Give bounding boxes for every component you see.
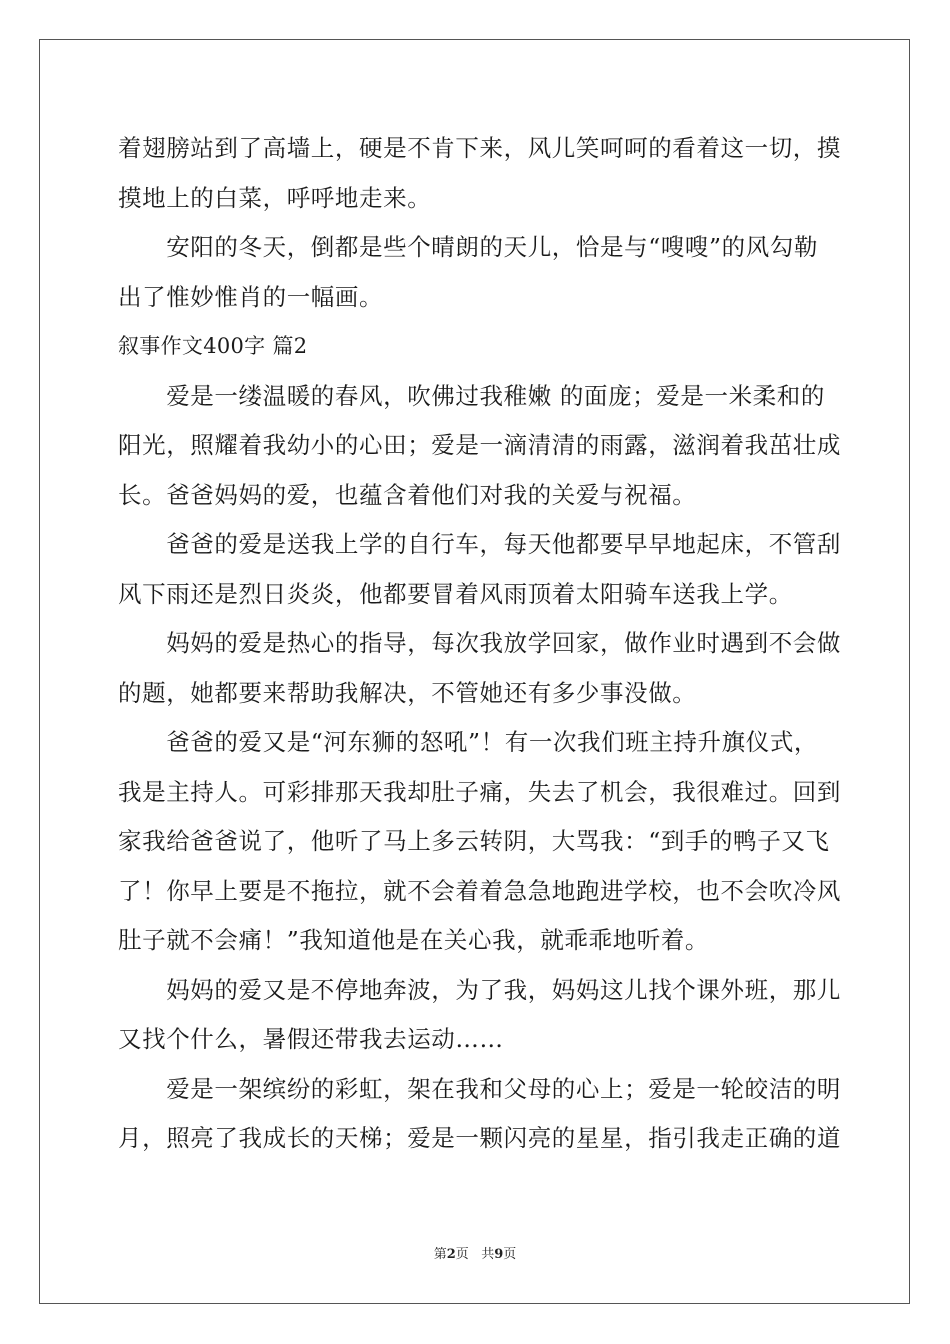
text-line: 了！你早上要是不拖拉，就不会着着急急地跑进学校，也不会吹冷风 — [118, 876, 841, 905]
text-line: 安阳的冬天，倒都是些个晴朗的天儿，恰是与“嗖嗖”的风勾勒 — [118, 233, 819, 261]
text-line: 的题，她都要来帮助我解决，不管她还有多少事没做。 — [118, 678, 697, 707]
text-line: 爸爸的爱是送我上学的自行车，每天他都要早早地起床，不管刮 — [118, 530, 841, 558]
text-line: 爱是一架缤纷的彩虹，架在我和父母的心上；爱是一轮皎洁的明 — [118, 1074, 841, 1103]
text-line: 风下雨还是烈日炎炎，他都要冒着风雨顶着太阳骑车送我上学。 — [118, 579, 793, 608]
text-line: 爱是一缕温暖的春风，吹佛过我稚嫩 的面庞；爱是一米柔和的 — [118, 381, 825, 410]
total-suffix: 页 — [503, 1247, 517, 1262]
text-line: 出了惟妙惟肖的一幅画。 — [118, 282, 384, 311]
text-line: 妈妈的爱是热心的指导，每次我放学回家，做作业时遇到不会做 — [118, 629, 841, 657]
text-line: 肚子就不会痛！”我知道他是在关心我，就乖乖地听着。 — [118, 926, 710, 954]
text-line: 妈妈的爱又是不停地奔波，为了我，妈妈这儿找个课外班，那儿 — [118, 975, 841, 1004]
text-line: 摸地上的白菜，呼呼地走来。 — [118, 183, 432, 212]
text-line: 我是主持人。可彩排那天我却肚子痛，失去了机会，我很难过。回到 — [118, 777, 841, 806]
page-footer — [0, 1246, 950, 1264]
page-prefix: 第 — [433, 1247, 447, 1262]
text-line: 又找个什么，暑假还带我去运动…… — [118, 1025, 504, 1053]
text-line: 爸爸的爱又是“河东狮的怒吼”！有一次我们班主持升旗仪式， — [118, 728, 819, 756]
document-body — [118, 124, 841, 1164]
page-suffix: 页 — [455, 1247, 469, 1262]
text-line: 月，照亮了我成长的天梯；爱是一颗闪亮的星星，指引我走正确的道 — [118, 1124, 841, 1152]
total-page-number: 9 — [494, 1247, 504, 1262]
text-line: 家我给爸爸说了，他听了马上多云转阴，大骂我：“到手的鸭子又飞 — [118, 827, 830, 855]
total-prefix: 共 — [481, 1247, 495, 1262]
section-heading: 叙事作文400字 篇2 — [118, 334, 308, 358]
text-line: 长。爸爸妈妈的爱，也蕴含着他们对我的关爱与祝福。 — [118, 480, 697, 509]
text-line: 着翅膀站到了高墙上，硬是不肯下来，风儿笑呵呵的看着这一切，摸 — [118, 134, 841, 162]
text-line: 阳光，照耀着我幼小的心田；爱是一滴清清的雨露，滋润着我茁壮成 — [118, 431, 841, 459]
current-page-number: 2 — [446, 1247, 456, 1262]
